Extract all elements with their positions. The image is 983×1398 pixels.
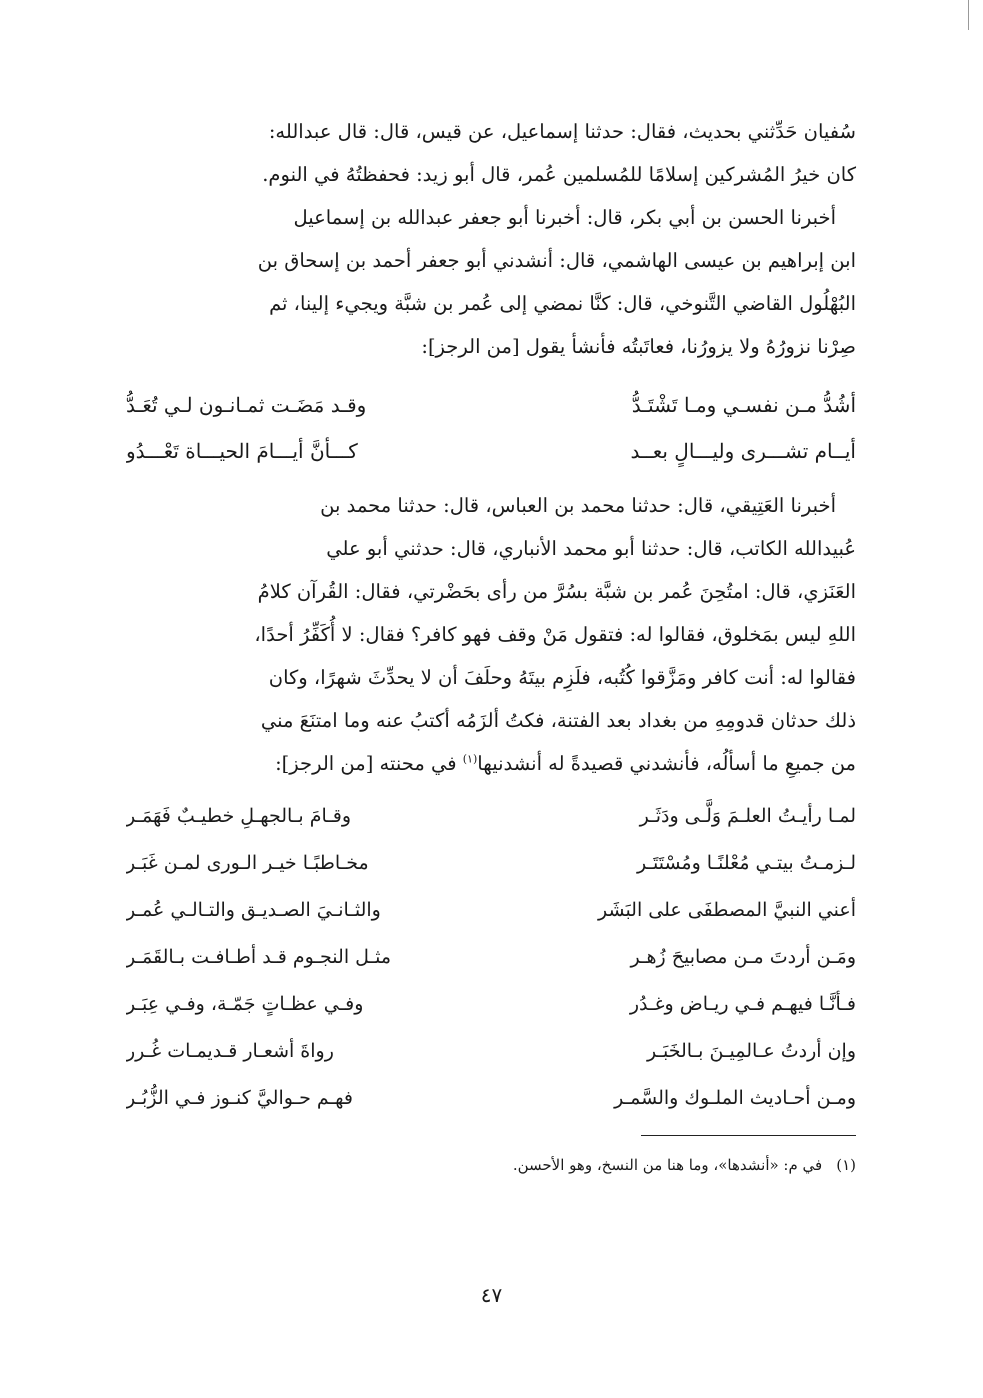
poem-first-hemistich: فـأنَّـا فيهـم فـي ريـاض وغـدُر <box>629 993 856 1015</box>
poem-first-hemistich: ومَـن أردتَ مـن مصابيحَ زُهـر <box>630 946 856 968</box>
poem-line <box>126 793 856 840</box>
poem-first-hemistich: ومـن أحـاديث الملـوك والسَّمـر <box>614 1087 856 1109</box>
footnote-text: في م: «أنشدها»، وما هنا من النسخ، وهو الأحسن. <box>512 1156 823 1174</box>
text-fragment: في محنته [من الرجز]: <box>275 752 463 775</box>
text-line: ابن إبراهيم بن عيسى الهاشمي، قال: أنشدني أبو جعفر أحمد بن إسحاق بن <box>257 249 856 272</box>
poem-first-hemistich: لـزمـتُ بيتـي مُعْلنًـا ومُسْتَتَـر <box>636 852 856 874</box>
text-line: أخبرنا العَتِيقي، قال: حدثنا محمد بن العباس، قال: حدثنا محمد بن <box>320 494 836 517</box>
poem-second-hemistich: وقـامَ بـالجهـلِ خطيـبٌ فَهَمَـر <box>126 805 352 827</box>
poem-line <box>126 887 856 934</box>
text-line: كان خيرُ المُشركين إسلامًا للمُسلمين عُمر، قال أبو زيد: فحفظتُهُ في النوم. <box>262 163 856 186</box>
footnote-number: (١) <box>836 1156 856 1174</box>
verse-first-hemistich: أشُدُّ مـن نفسـي ومـا تَشْتَـدُّ <box>631 393 856 417</box>
poem-rajaz <box>126 793 856 1122</box>
poem-line <box>126 1028 856 1075</box>
scan-edge-mark <box>968 0 969 30</box>
paragraph-sufyan <box>126 110 856 196</box>
poem-line <box>126 1075 856 1122</box>
poem-second-hemistich: مثـل النجـوم قـد أطـافـت بـالقَمَـر <box>126 946 391 968</box>
page-number: ٤٧ <box>480 1283 503 1307</box>
text-line: أخبرنا الحسن بن أبي بكر، قال: أخبرنا أبو جعفر عبدالله بن إسماعيل <box>293 206 836 229</box>
text-line: سُفيان حَدِّثني بحديث، فقال: حدثنا إسماعيل، عن قيس، قال: قال عبدالله: <box>268 120 856 143</box>
text-line: اللهِ ليس بمَخلوق، فقالوا له: فتقول مَنْ وقف فهو كافر؟ فقال: لا أُكَفِّرُ أحدًا، <box>254 623 856 646</box>
text-line: ذلك حدثان قدومِهِ من بغداد بعد الفتنة، فكتُ ألزَمُه أكتبُ عنه وما امتنَعَ مني <box>260 709 856 732</box>
text-line: العَنَزي، قال: امتُحِنَ عُمر بن شبَّة بسُرَّ من رأى بحَضْرتي، فقال: القُرآن كلامُ <box>257 580 856 603</box>
poem-first-hemistich: لمـا رأيـتُ العلـمَ وَلَّـى ودَثَـر <box>639 805 856 827</box>
text-fragment: من جميعِ ما أسألُه، فأنشدني قصيدةً له أنشدنيها <box>477 752 856 775</box>
paragraph-group-top <box>126 110 856 368</box>
verse-second-hemistich: وقـد مَضَـت ثمـانـون لـي تُعَـدُّ <box>126 393 367 417</box>
paragraph-group-middle <box>126 484 856 785</box>
text-line: صِرْنا نزورُهُ ولا يزورُنا، فعاتَبتُه فأنشأ يقول [من الرجز]: <box>421 335 856 358</box>
text-line-last <box>275 752 856 775</box>
poem-second-hemistich: والثـانـيَ الصـديـق والتـالـي عُمـر <box>126 899 381 921</box>
poem-first-hemistich: أعني النبيَّ المصطفَى على البَشَر <box>598 899 856 921</box>
footnote-reference: (١) <box>462 752 478 766</box>
poem-second-hemistich: رواةَ أشعـار قـديمـات غُـرر <box>126 1040 334 1062</box>
poem-line <box>126 934 856 981</box>
poem-line <box>126 840 856 887</box>
text-line: فقالوا له: أنت كافر ومَزَّقوا كُتُبه، فلَزِم بيتَهُ وحلَفَ أن لا يحدِّثَ شهرًا، وكان <box>268 666 856 689</box>
poem-second-hemistich: وفـي عظـاتٍ جَمّـة، وفـي عِبَـر <box>126 993 364 1015</box>
text-line: عُبيدالله الكاتب، قال: حدثنا أبو محمد الأنباري، قال: حدثني أبو علي <box>326 537 856 560</box>
paragraph-hasan <box>126 196 856 368</box>
poem-second-hemistich: مخـاطبًـا خيـر الـورى لمـن غَبَـر <box>126 852 369 874</box>
verse-line <box>126 382 856 428</box>
footnote-separator <box>641 1135 856 1136</box>
verse-rajaz-1 <box>126 382 856 474</box>
paragraph-ateeqi <box>126 484 856 785</box>
verse-first-hemistich: أيــام تشـــرى وليـــالٍ بعــد <box>630 439 856 463</box>
text-line: البُهْلُول القاضي التَّنوخي، قال: كنَّا نمضي إلى عُمر بن شبَّة ويجيء إلينا، ثم <box>269 292 856 315</box>
verse-second-hemistich: كـــأنَّ أيـــامَ الحيـــاة تَعْـــدُو <box>126 439 358 463</box>
verse-line <box>126 428 856 474</box>
poem-line <box>126 981 856 1028</box>
poem-second-hemistich: فهـم حـواليَّ كنـوز فـي الزُّبُـر <box>126 1087 353 1109</box>
poem-first-hemistich: وإن أردتُ عـالمِيـنَ بـالخَبَـر <box>646 1040 856 1062</box>
footnote <box>126 1150 856 1180</box>
